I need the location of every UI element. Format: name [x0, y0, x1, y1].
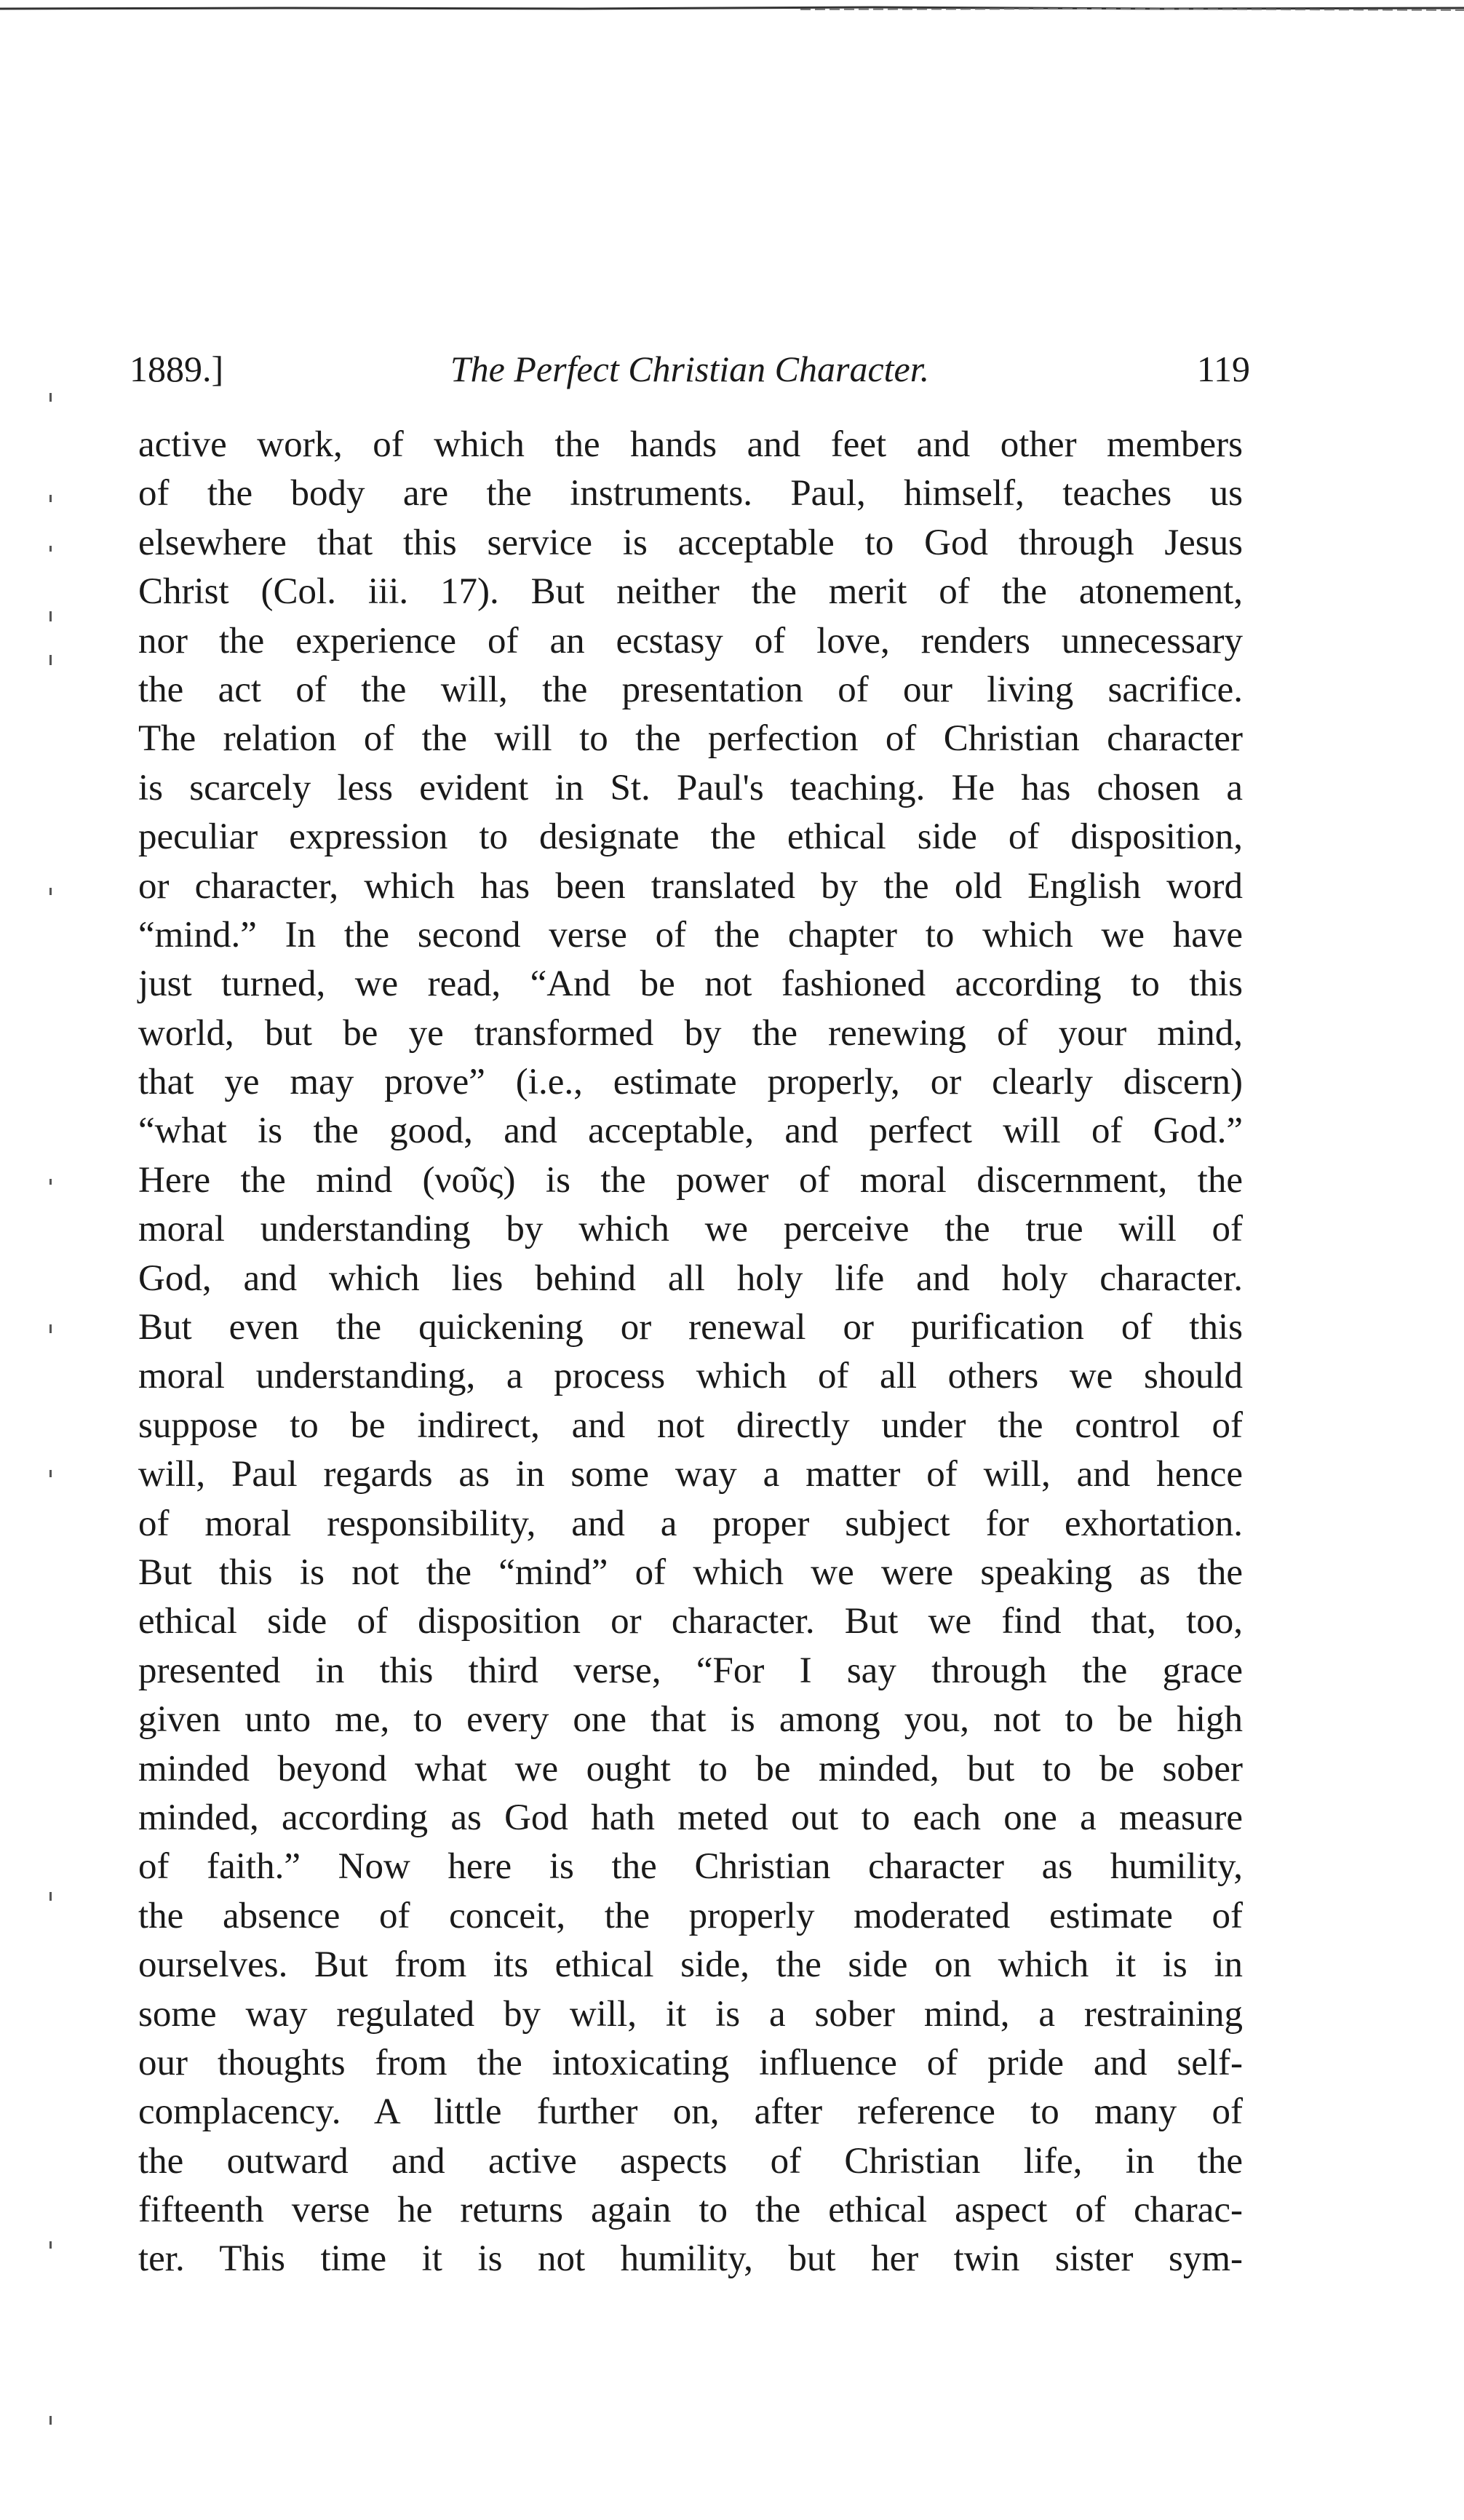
text-line: active work, of which the hands and feet and other members: [138, 424, 1243, 465]
text-line: Christ (Col. iii. 17). But neither the merit of the atonement,: [138, 571, 1243, 613]
text-line: fifteenth verse he returns again to the ethical aspect of charac-: [138, 2190, 1243, 2231]
text-line: the absence of conceit, the properly moderated estimate of: [138, 1895, 1243, 1936]
text-line: moral understanding, a process which of all others we should: [138, 1356, 1243, 1397]
text-line: of moral responsibility, and a proper subject for exhortation.: [138, 1503, 1243, 1544]
text-line: minded, according as God hath meted out to each one a measure: [138, 1797, 1243, 1838]
running-header: [130, 348, 1250, 406]
text-line: “what is the good, and acceptable, and perfect will of God.”: [138, 1110, 1243, 1152]
text-line: elsewhere that this service is acceptable to God through Jesus: [138, 522, 1243, 563]
text-line: ethical side of disposition or character. But we find that, too,: [138, 1601, 1243, 1642]
text-line: that ye may prove” (i.e., estimate properly, or clearly discern): [138, 1062, 1243, 1103]
header-year: 1889.]: [130, 349, 224, 389]
text-line: of faith.” Now here is the Christian character as humility,: [138, 1846, 1243, 1888]
text-line: moral understanding by which we perceive the true will of: [138, 1209, 1243, 1250]
text-line: ter. This time it is not humility, but her twin sister sym-: [138, 2238, 1243, 2280]
page-number: 119: [1196, 349, 1250, 389]
text-line: given unto me, to every one that is among you, not to be high: [138, 1699, 1243, 1741]
text-line: The relation of the will to the perfection of Christian character: [138, 718, 1243, 760]
text-line: God, and which lies behind all holy life and holy character.: [138, 1257, 1243, 1299]
text-line: ourselves. But from its ethical side, the side on which it is in: [138, 1944, 1243, 1986]
text-line: minded beyond what we ought to be minded, but to be sober: [138, 1748, 1243, 1789]
body-text: [138, 421, 1243, 2284]
text-line: our thoughts from the intoxicating influence of pride and self-: [138, 2042, 1243, 2083]
header-title: The Perfect Christian Character.: [450, 349, 930, 389]
text-line: nor the experience of an ecstasy of love, renders unnecessary: [138, 620, 1243, 661]
text-line: the act of the will, the presentation of our living sacrifice.: [138, 669, 1243, 710]
text-line: just turned, we read, “And be not fashioned according to this: [138, 963, 1243, 1005]
scan-edge-line: [0, 4, 1464, 13]
text-line: the outward and active aspects of Christian life, in the: [138, 2140, 1243, 2182]
text-line: presented in this third verse, “For I say through the grace: [138, 1650, 1243, 1691]
text-line: suppose to be indirect, and not directly under the control of: [138, 1404, 1243, 1446]
text-line: world, but be ye transformed by the renewing of your mind,: [138, 1012, 1243, 1054]
text-line: some way regulated by will, it is a sober mind, a restraining: [138, 1993, 1243, 2035]
text-line: will, Paul regards as in some way a matter of will, and hence: [138, 1454, 1243, 1495]
text-line: complacency. A little further on, after reference to many of: [138, 2091, 1243, 2133]
text-line: But even the quickening or renewal or purification of this: [138, 1307, 1243, 1348]
text-line: Here the mind (νοῦς) is the power of moral discernment, the: [138, 1159, 1243, 1201]
text-line: or character, which has been translated by the old English word: [138, 865, 1243, 907]
text-line: of the body are the instruments. Paul, himself, teaches us: [138, 473, 1243, 514]
text-line: But this is not the “mind” of which we were speaking as the: [138, 1551, 1243, 1593]
text-line: “mind.” In the second verse of the chapter to which we have: [138, 914, 1243, 955]
text-line: peculiar expression to designate the ethical side of disposition,: [138, 816, 1243, 858]
text-line: is scarcely less evident in St. Paul's teaching. He has chosen a: [138, 767, 1243, 808]
scan-margin-marks: [49, 378, 64, 2489]
